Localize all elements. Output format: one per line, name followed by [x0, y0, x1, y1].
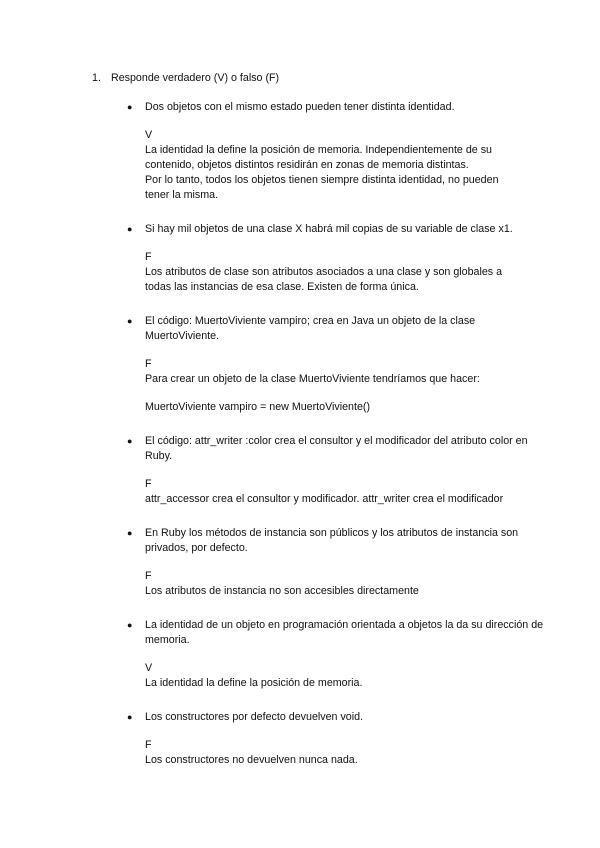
bullet-icon: ●	[127, 316, 133, 326]
bullet-icon: ●	[127, 712, 133, 722]
question-text: Si hay mil objetos de una clase X habrá mil copias de su variable de clase x1.	[145, 223, 513, 235]
question-item	[127, 314, 545, 415]
explanation-line: attr_accessor crea el consultor y modificador. attr_writer crea el modificador	[145, 493, 504, 505]
question-text: El código: attr_writer :color crea el consultor y el modificador del atributo color en Ruby.	[145, 435, 528, 462]
explanation-line: Por lo tanto, todos los objetos tienen siempre distinta identidad, no pueden	[145, 174, 499, 186]
question-text: En Ruby los métodos de instancia son públicos y los atributos de instancia son privados, por defecto.	[145, 527, 519, 554]
bullet-icon: ●	[127, 224, 133, 234]
answer-explanation	[145, 492, 545, 507]
explanation-line: contenido, objetos distintos residirán en zonas de memoria distintas.	[145, 159, 469, 171]
question-item	[127, 222, 545, 295]
exercise-heading	[92, 71, 279, 86]
exercise-number: 1.	[92, 72, 101, 84]
exercise-title: Responde verdadero (V) o falso (F)	[110, 72, 280, 84]
explanation-line: Los atributos de instancia no son accesibles directamente	[145, 585, 419, 597]
explanation-line: Los constructores no devuelven nunca nada.	[145, 754, 358, 766]
question-text: Dos objetos con el mismo estado pueden tener distinta identidad.	[145, 101, 455, 113]
explanation-line: Para crear un objeto de la clase MuertoViviente tendríamos que hacer:	[145, 373, 480, 385]
answer-letter: F	[145, 478, 152, 490]
explanation-line: tener la misma.	[145, 189, 219, 201]
answer-letter: V	[145, 129, 153, 141]
answer-letter: F	[145, 251, 152, 263]
answer-letter: F	[145, 358, 152, 370]
question-item	[127, 526, 545, 599]
code-example: MuertoViviente vampiro = new MuertoViviente()	[145, 401, 371, 413]
answer-explanation	[145, 143, 545, 203]
bullet-icon: ●	[127, 102, 133, 112]
question-item	[127, 100, 545, 203]
explanation-line: Los atributos de clase son atributos asociados a una clase y son globales a	[145, 266, 503, 278]
answer-explanation	[145, 584, 545, 599]
explanation-line: todas las instancias de esa clase. Existen de forma única.	[145, 281, 419, 293]
question-text: La identidad de un objeto en programación orientada a objetos la da su dirección de memoria.	[145, 619, 544, 646]
answer-explanation	[145, 753, 545, 768]
question-item	[127, 618, 545, 691]
answer-letter: F	[145, 570, 152, 582]
question-item	[127, 434, 545, 507]
answer-letter: V	[145, 662, 153, 674]
explanation-line: La identidad la define la posición de memoria.	[145, 677, 363, 689]
bullet-icon: ●	[127, 436, 133, 446]
question-list	[127, 100, 545, 787]
explanation-line: La identidad la define la posición de memoria. Independientemente de su	[145, 144, 492, 156]
question-item	[127, 710, 545, 768]
bullet-icon: ●	[127, 620, 133, 630]
answer-letter: F	[145, 739, 152, 751]
answer-explanation	[145, 676, 545, 691]
question-text: Los constructores por defecto devuelven void.	[145, 711, 364, 723]
answer-explanation	[145, 372, 545, 387]
question-text: El código: MuertoViviente vampiro; crea en Java un objeto de la clase MuertoViviente.	[145, 315, 476, 342]
bullet-icon: ●	[127, 528, 133, 538]
answer-explanation	[145, 265, 545, 295]
